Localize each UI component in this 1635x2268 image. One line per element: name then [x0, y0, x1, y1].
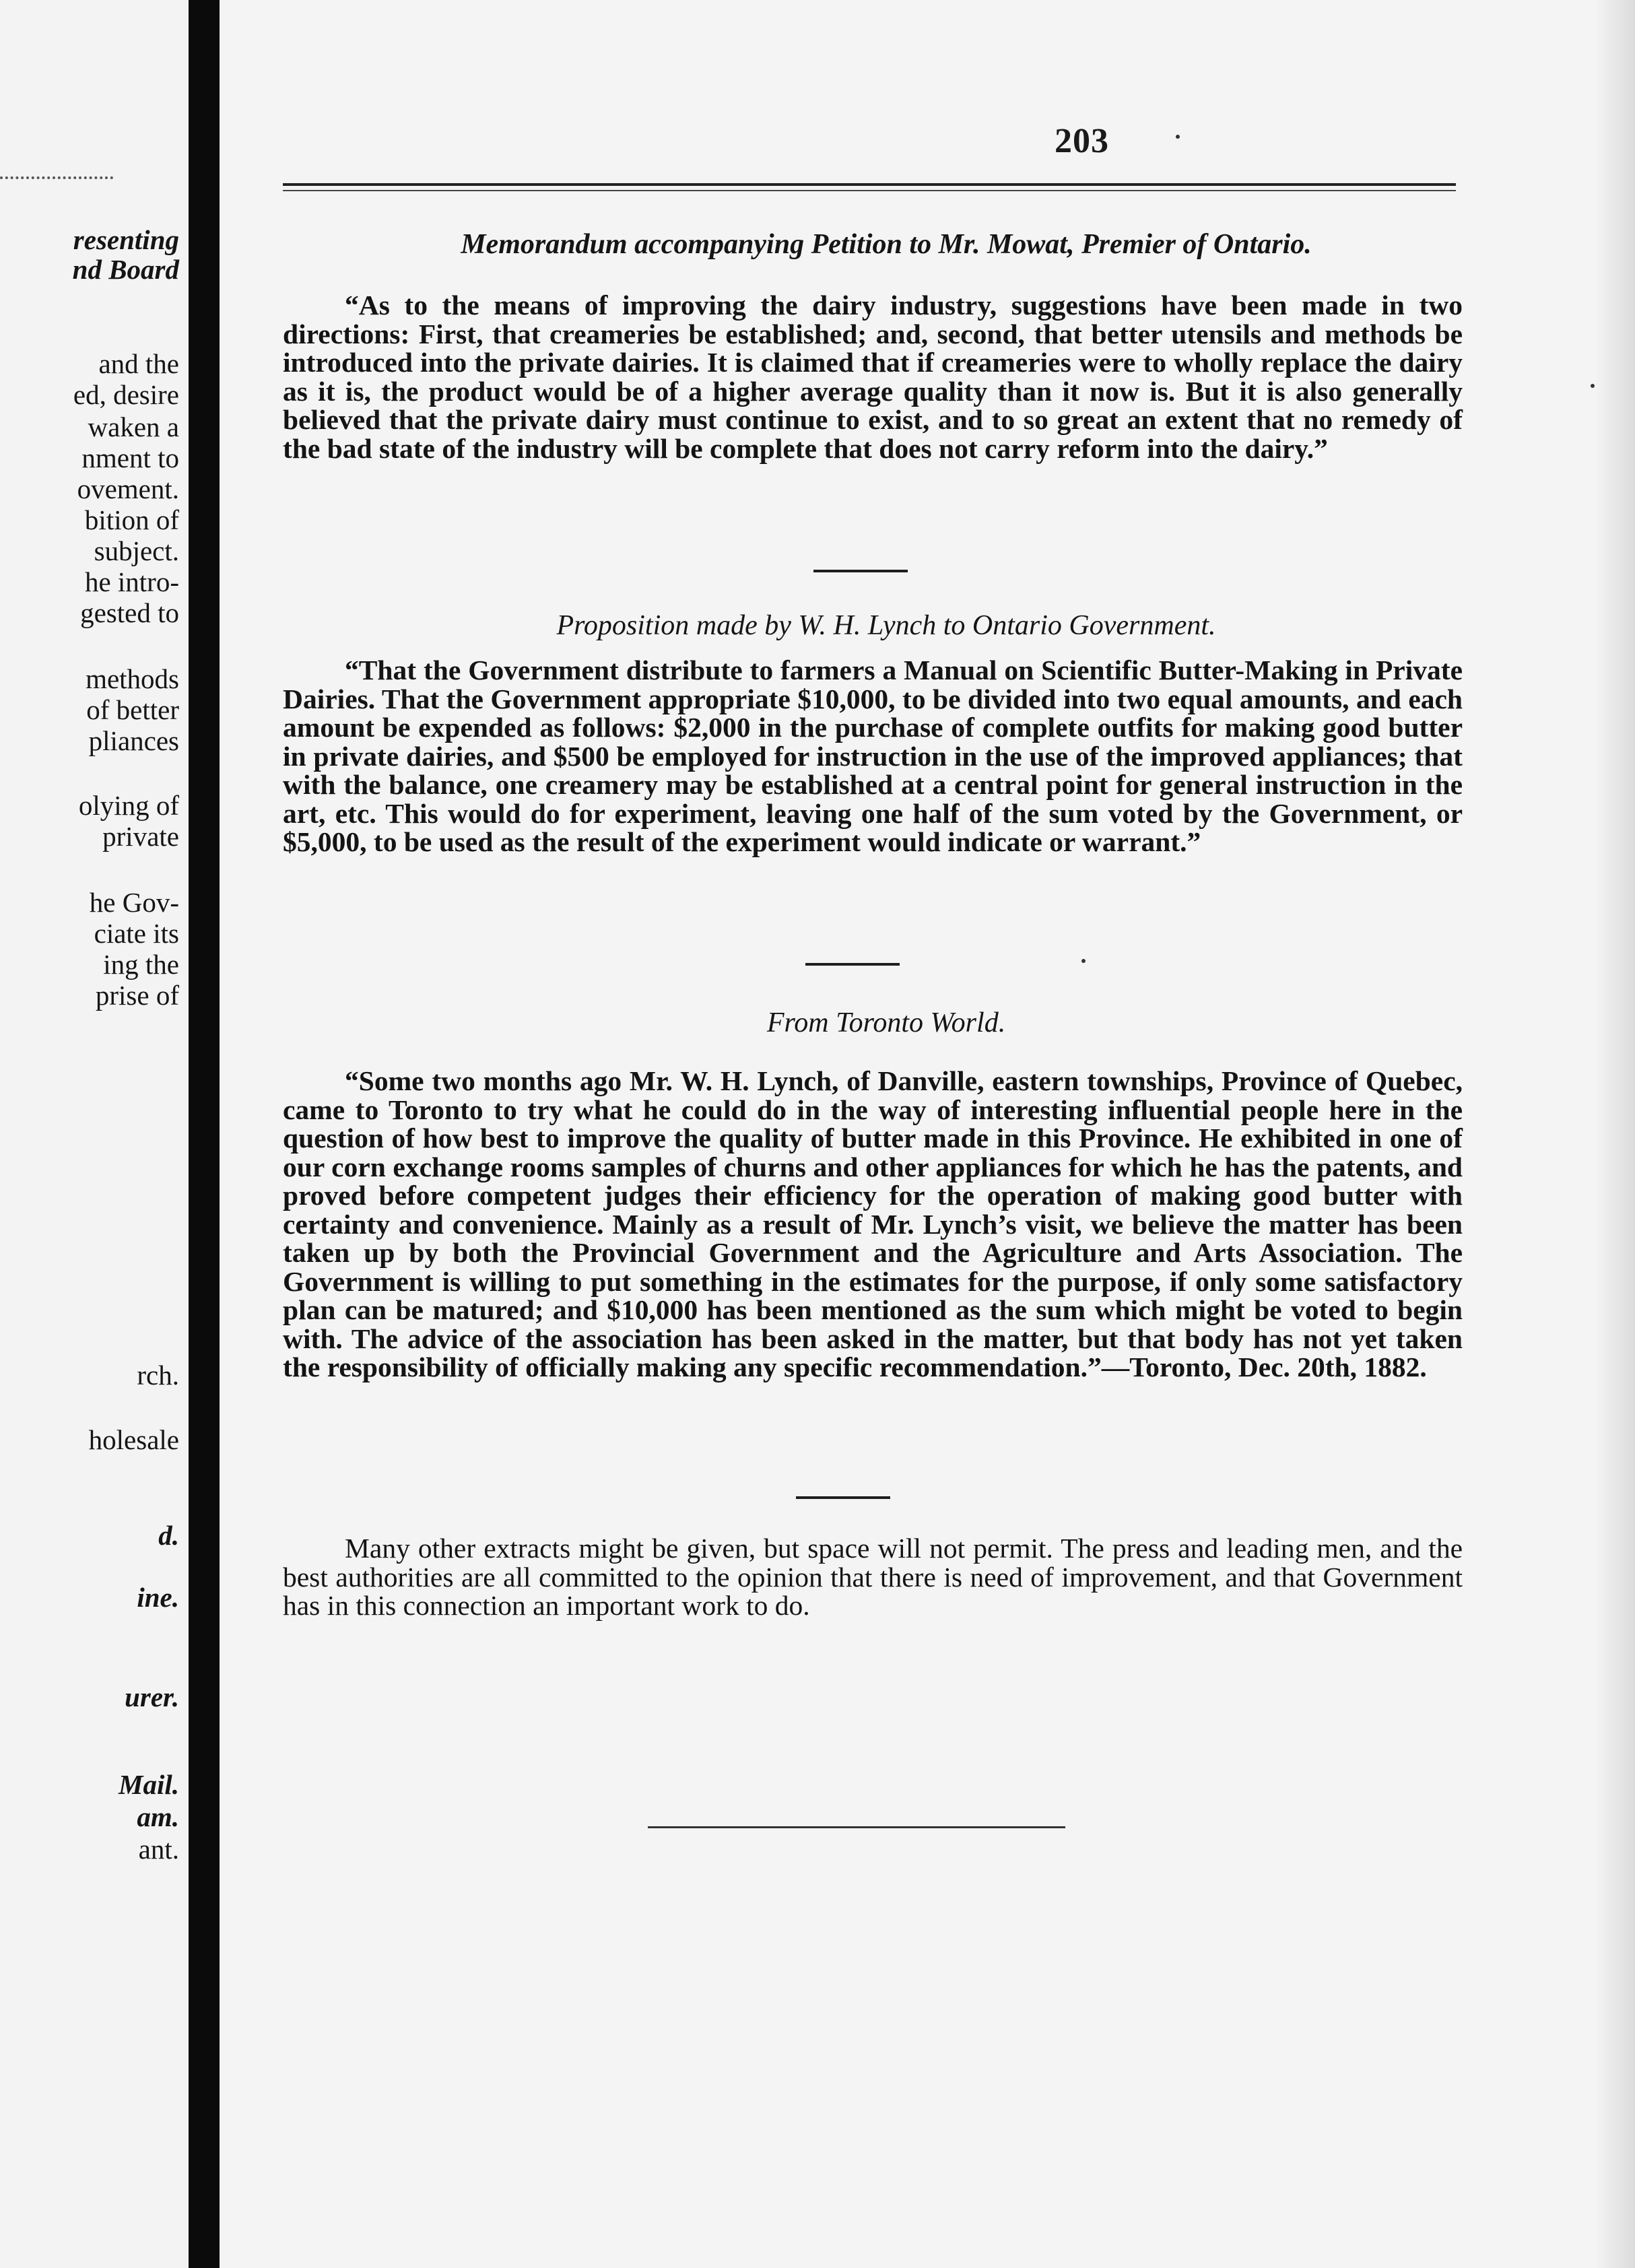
print-speck	[1176, 135, 1180, 139]
left-page-fragment: ant.	[138, 1834, 179, 1865]
left-page-fragment: Mail.	[119, 1769, 179, 1800]
left-page-fragment: waken a	[88, 411, 179, 442]
toronto-world-title: From Toronto World.	[766, 1007, 1006, 1038]
left-page-rule	[0, 176, 113, 179]
left-page-fragment: private	[102, 821, 179, 852]
left-page-fragment: ed, desire	[73, 379, 179, 410]
document-page	[220, 0, 1635, 2268]
left-page-fragment: he Gov-	[89, 887, 179, 918]
header-rule-secondary	[283, 190, 1456, 191]
left-page-fragment: ine.	[137, 1582, 179, 1613]
left-page-fragment: of better	[86, 694, 179, 725]
left-page-fragment: olying of	[78, 790, 179, 821]
left-page-fragment: holesale	[88, 1424, 179, 1455]
section-divider	[813, 570, 908, 572]
book-gutter	[189, 0, 220, 2268]
left-page-fragment: nd Board	[72, 254, 179, 285]
left-page-fragment: methods	[86, 663, 179, 694]
print-speck	[1591, 384, 1595, 388]
left-page-fragment: he intro-	[84, 566, 179, 597]
toronto-world-text: “Some two months ago Mr. W. H. Lynch, of Danville, eastern townships, Province of Quebec, came to Toronto to try what he could do in the way of interesting influential people here in the question of how best to improve the quality of butter made in this Province. He exhibited in one of our corn exchange rooms samples of churns and other appliances for which he has the patents, and proved before competent judges their efficiency for the operation of making good butter with certainty and convenience. Mainly as a result of Mr. Lynch’s visit, we believe the matter has been taken up by both the Provincial Government and the Agriculture and Arts Association. The Government is willing to put something in the estimates for the purpose, if only some satisfactory plan can be matured; and $10,000 has been mentioned as the sum which might be voted to begin with. The advice of the association has been asked in the matter, but that body has not yet taken the responsibility of officially making any specific recommendation.”—Toronto, Dec. 20th, 1882.	[283, 1065, 1463, 1382]
section-divider	[796, 1496, 890, 1499]
memorandum-text: “As to the means of improving the dairy industry, suggestions have been made in two directions: First, that creameries be established; and, second, that better utensils and methods be introduced into the private dairies. It is claimed that if creameries were to wholly replace the dairy as it is, the product would be of a higher average quality than it now is. But it is also generally believed that the private dairy must continue to exist, and to so great an extent that no remedy of the bad state of the industry will be complete that does not carry reform into the dairy.”	[283, 290, 1463, 464]
left-page-fragment: nment to	[81, 442, 179, 473]
left-page-fragment: rch.	[137, 1360, 179, 1391]
page-number: 203	[1055, 122, 1109, 160]
proposition-text: “That the Government distribute to farmers a Manual on Scientific Butter-Making in Private Dairies. That the Government appropriate $10,000, to be divided into two equal amounts, and each amount be expended as follows: $2,000 in the purchase of complete outfits for making good butter in private dairies, and $500 be employed for instruction in the use of the improved appliances; that with the balance, one creamery may be established at a central point for general instruction in the art, etc. This would do for experiment, leaving one half of the sum voted by the Government, or $5,000, to be used as the result of the experiment would indicate or warrant.”	[283, 655, 1463, 857]
left-page-fragment: bition of	[84, 504, 179, 535]
header-rule	[283, 183, 1456, 186]
closing-text: Many other extracts might be given, but space will not permit. The press and leading men, and the best authorities are all committed to the opinion that there is need of improvement, and that Government has in this connection an important work to do.	[283, 1533, 1463, 1621]
memorandum-title: Memorandum accompanying Petition to Mr. Mowat, Premier of Ontario.	[461, 229, 1312, 260]
left-page-fragment: urer.	[125, 1681, 179, 1712]
left-page-fragment: ing the	[103, 949, 179, 980]
left-page-fragment: resenting	[73, 224, 179, 255]
footer-rule	[648, 1826, 1065, 1828]
left-page-fragment: subject.	[94, 535, 179, 566]
section-divider	[805, 963, 900, 966]
left-page-fragment: ovement.	[77, 473, 179, 504]
page-edge-shadow	[1595, 0, 1635, 2268]
left-page-fragment: gested to	[80, 597, 179, 628]
left-page-fragment: ciate its	[94, 918, 179, 949]
left-page-fragment: prise of	[95, 980, 179, 1011]
left-page-fragment: am.	[137, 1801, 179, 1832]
proposition-title: Proposition made by W. H. Lynch to Ontario Government.	[556, 610, 1216, 641]
print-speck	[1081, 959, 1086, 963]
left-page-fragment: d.	[158, 1520, 179, 1551]
left-page-fragment: pliances	[88, 725, 179, 756]
left-page-fragment: and the	[98, 348, 179, 379]
previous-page-remnant	[0, 0, 189, 2268]
